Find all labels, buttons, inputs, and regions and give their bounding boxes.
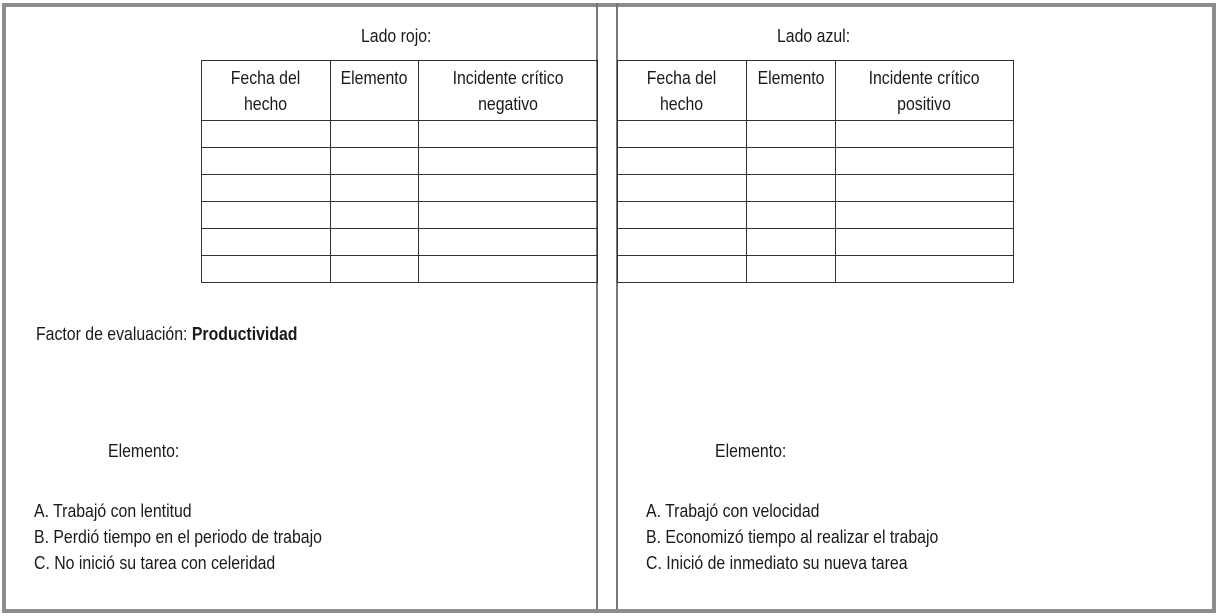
left-table-cell — [419, 175, 598, 202]
left-option-c: C. No inició su tarea con celeridad — [34, 553, 276, 573]
left-header-date: Fecha del hecho — [202, 61, 331, 121]
right-table-cell — [836, 256, 1014, 283]
factor-value: Productividad — [191, 324, 298, 344]
right-table-cell — [747, 229, 836, 256]
right-option-a: A. Trabajó con velocidad — [646, 501, 820, 521]
right-header-element: Elemento — [747, 61, 836, 121]
left-option-b: B. Perdió tiempo en el periodo de trabajo — [34, 527, 322, 547]
left-table-cell — [419, 229, 598, 256]
left-table-row — [202, 175, 598, 202]
right-option-c: C. Inició de inmediato su nueva tarea — [646, 553, 908, 573]
right-table-row — [618, 202, 1014, 229]
right-table-cell — [836, 148, 1014, 175]
right-element-label: Elemento: — [715, 441, 787, 461]
left-header-incident: Incidente crítico negativo — [419, 61, 598, 121]
left-table-cell — [419, 202, 598, 229]
left-table-cell — [331, 229, 419, 256]
left-table-cell — [202, 229, 331, 256]
left-table-cell — [331, 175, 419, 202]
right-table-row — [618, 229, 1014, 256]
left-table-row — [202, 229, 598, 256]
right-options-list — [646, 498, 938, 576]
left-table-row — [202, 202, 598, 229]
left-table-cell — [331, 148, 419, 175]
right-table-cell — [747, 202, 836, 229]
right-incident-table — [617, 60, 1014, 283]
left-table-row — [202, 121, 598, 148]
left-table-cell — [202, 121, 331, 148]
left-table-row — [202, 148, 598, 175]
right-table-cell — [618, 175, 747, 202]
right-table-row — [618, 121, 1014, 148]
right-table-cell — [618, 202, 747, 229]
left-table-row — [202, 256, 598, 283]
right-table-row — [618, 175, 1014, 202]
right-table-cell — [747, 256, 836, 283]
left-options-list — [34, 498, 322, 576]
right-table-cell — [747, 148, 836, 175]
right-title: Lado azul: — [777, 26, 851, 46]
right-table-cell — [747, 121, 836, 148]
left-table-cell — [419, 256, 598, 283]
right-table-cell — [618, 256, 747, 283]
right-table-cell — [618, 229, 747, 256]
left-incident-table — [201, 60, 598, 283]
right-option-b: B. Economizó tiempo al realizar el trabajo — [646, 527, 939, 547]
factor-label: Factor de evaluación: — [36, 324, 188, 344]
right-table-cell — [836, 121, 1014, 148]
left-table-cell — [331, 256, 419, 283]
right-table-cell — [836, 229, 1014, 256]
left-table-cell — [202, 175, 331, 202]
left-table-cell — [331, 202, 419, 229]
left-element-label: Elemento: — [108, 441, 180, 461]
right-table-row — [618, 148, 1014, 175]
left-option-a: A. Trabajó con lentitud — [34, 501, 192, 521]
left-table-cell — [419, 121, 598, 148]
left-header-element: Elemento — [331, 61, 419, 121]
right-table-cell — [836, 175, 1014, 202]
left-title: Lado rojo: — [361, 26, 432, 46]
right-header-incident: Incidente crítico positivo — [836, 61, 1014, 121]
right-table-cell — [618, 121, 747, 148]
right-table-cell — [747, 175, 836, 202]
left-table-cell — [331, 121, 419, 148]
right-table-cell — [618, 148, 747, 175]
right-table-cell — [836, 202, 1014, 229]
right-table-row — [618, 256, 1014, 283]
left-table-cell — [419, 148, 598, 175]
left-table-cell — [202, 148, 331, 175]
left-table-cell — [202, 256, 331, 283]
evaluation-factor — [36, 324, 297, 345]
left-table-cell — [202, 202, 331, 229]
right-header-date: Fecha del hecho — [618, 61, 747, 121]
